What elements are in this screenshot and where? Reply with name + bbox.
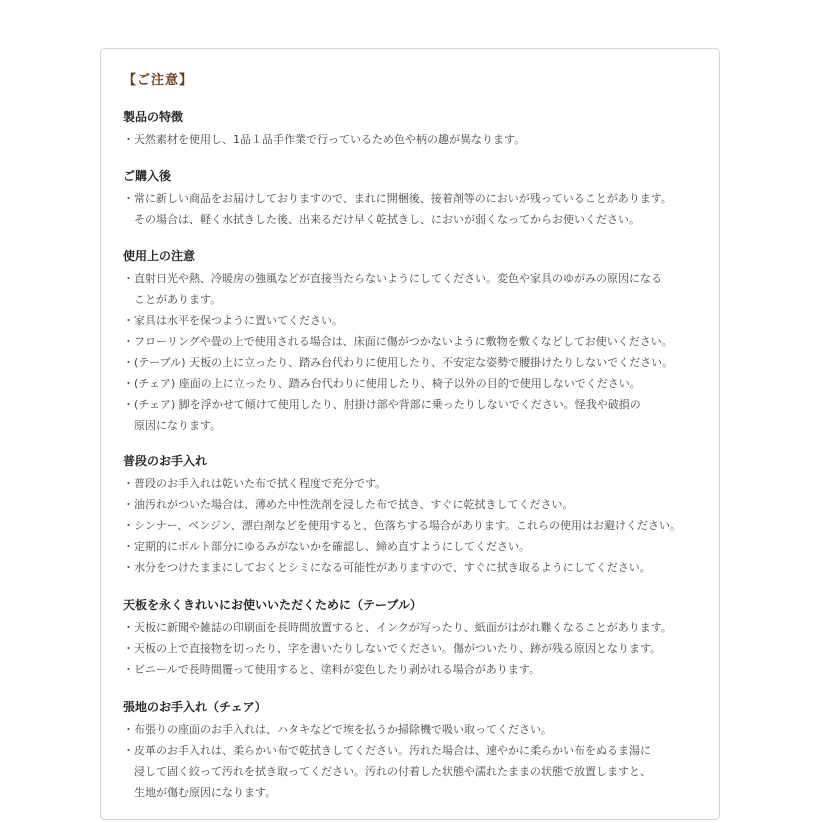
list-item bbox=[123, 129, 713, 150]
item-text: (チェア) 座面の上に立ったり、踏み台代わりに使用したり、椅子以外の目的で使用しないでください。 bbox=[134, 377, 641, 390]
section-heading: 製品の特徴 bbox=[123, 110, 184, 124]
section-daily-care bbox=[123, 453, 713, 578]
section-heading: 天板を永くきれいにお使いいただくために（テーブル） bbox=[123, 598, 422, 612]
item-text: 普段のお手入れは乾いた布で拭く程度で充分です。 bbox=[134, 477, 387, 490]
bullet: ・ bbox=[123, 723, 134, 736]
list-item bbox=[123, 740, 713, 761]
section-after-purchase bbox=[123, 168, 713, 230]
list-item bbox=[123, 617, 713, 638]
item-text: 常に新しい商品をお届けしておりますので、まれに開梱後、接着剤等のにおいが残っていることがあります。 bbox=[134, 192, 672, 205]
item-text: 皮革のお手入れは、柔らかい布で乾拭きしてください。汚れた場合は、速やかに柔らかい布をぬるま湯に bbox=[134, 744, 651, 757]
bullet: ・ bbox=[123, 398, 134, 411]
bullet: ・ bbox=[123, 335, 134, 348]
item-text: 直射日光や熱、冷暖房の強風などが直接当たらないようにしてください。変色や家具のゆがみの原因になる bbox=[134, 272, 662, 285]
list-item bbox=[123, 310, 713, 331]
item-list bbox=[123, 129, 713, 150]
bullet: ・ bbox=[123, 621, 134, 634]
item-text: 天板に新聞や雑誌の印刷面を長時間放置すると、インクが写ったり、紙面がはがれ難くなることがあります。 bbox=[134, 621, 672, 634]
list-item bbox=[123, 473, 713, 494]
bullet: ・ bbox=[123, 663, 134, 676]
bullet: ・ bbox=[123, 477, 134, 490]
item-text: 家具は水平を保つように置いてください。 bbox=[134, 314, 343, 327]
item-text: (チェア) 脚を浮かせて傾けて使用したり、肘掛け部や背部に乗ったりしないでください。怪我や破損の bbox=[134, 398, 641, 411]
bullet: ・ bbox=[123, 192, 134, 205]
list-item bbox=[123, 515, 713, 536]
list-item bbox=[123, 557, 713, 578]
item-list bbox=[123, 617, 713, 680]
list-item bbox=[123, 719, 713, 740]
item-text: シンナー、ベンジン、漂白剤などを使用すると、色落ちする場合があります。これらの使用はお避けください。 bbox=[134, 519, 681, 532]
bullet: ・ bbox=[123, 272, 134, 285]
section-tabletop-care bbox=[123, 597, 713, 680]
list-item bbox=[123, 268, 713, 289]
item-list bbox=[123, 473, 713, 578]
section-upholstery-care bbox=[123, 699, 713, 803]
list-item bbox=[123, 188, 713, 209]
item-text: 布張りの座面のお手入れは、ハタキなどで埃を払うか掃除機で吸い取ってください。 bbox=[134, 723, 552, 736]
item-text: フローリングや畳の上で使用される場合は、床面に傷がつかないように敷物を敷くなどしてお使いください。 bbox=[134, 335, 673, 348]
item-text: 定期的にボルト部分にゆるみがないかを確認し、締め直すようにしてください。 bbox=[134, 540, 530, 553]
list-item bbox=[123, 373, 713, 394]
list-item bbox=[123, 352, 713, 373]
bullet: ・ bbox=[123, 642, 134, 655]
item-list bbox=[123, 188, 713, 230]
item-text: ビニールで長時間覆って使用すると、塗料が変色したり剥がれる場合があります。 bbox=[134, 663, 540, 676]
bullet: ・ bbox=[123, 498, 134, 511]
item-text: 浸して固く絞って汚れを拭き取ってください。汚れの付着した状態や濡れたままの状態で放置しますと、 bbox=[134, 765, 651, 778]
item-text: 水分をつけたままにしておくとシミになる可能性がありますので、すぐに拭き取るようにしてください。 bbox=[134, 561, 651, 574]
section-product-features bbox=[123, 109, 713, 150]
section-heading: 張地のお手入れ（チェア） bbox=[123, 700, 267, 714]
bullet: ・ bbox=[123, 561, 134, 574]
bullet: ・ bbox=[123, 314, 134, 327]
item-text: 原因になります。 bbox=[134, 419, 222, 432]
bullet: ・ bbox=[123, 744, 134, 757]
list-item bbox=[123, 394, 713, 415]
section-heading: ご購入後 bbox=[123, 169, 172, 183]
bullet: ・ bbox=[123, 133, 134, 146]
item-text: 天板の上で直接物を切ったり、字を書いたりしないでください。傷がついたり、跡が残る原因となります。 bbox=[134, 642, 662, 655]
item-text: 天然素材を使用し、1品１品手作業で行っているため色や柄の趣が異なります。 bbox=[134, 133, 526, 146]
section-heading: 普段のお手入れ bbox=[123, 454, 208, 468]
item-text: 生地が傷む原因になります。 bbox=[134, 786, 277, 799]
item-text: 油汚れがついた場合は、薄めた中性洗剤を浸した布で拭き、すぐに乾拭きしてください。 bbox=[134, 498, 574, 511]
item-list bbox=[123, 268, 713, 436]
list-item-continuation bbox=[123, 782, 713, 803]
bullet: ・ bbox=[123, 377, 134, 390]
list-item bbox=[123, 536, 713, 557]
list-item bbox=[123, 331, 713, 352]
list-item bbox=[123, 494, 713, 515]
item-list bbox=[123, 719, 713, 803]
bullet: ・ bbox=[123, 519, 134, 532]
list-item-continuation bbox=[123, 761, 713, 782]
list-item-continuation bbox=[123, 209, 713, 230]
list-item-continuation bbox=[123, 289, 713, 310]
item-text: (テーブル) 天板の上に立ったり、踏み台代わりに使用したり、不安定な姿勢で腰掛けたりしないでください。 bbox=[134, 356, 674, 369]
notice-box bbox=[100, 48, 720, 820]
list-item-continuation bbox=[123, 415, 713, 436]
list-item bbox=[123, 638, 713, 659]
list-item bbox=[123, 659, 713, 680]
notice-title: 【ご注意】 bbox=[123, 73, 194, 88]
bullet: ・ bbox=[123, 356, 134, 369]
item-text: その場合は、軽く水拭きした後、出来るだけ早く乾拭きし、においが弱くなってからお使いください。 bbox=[134, 213, 640, 226]
section-heading: 使用上の注意 bbox=[123, 249, 196, 263]
bullet: ・ bbox=[123, 540, 134, 553]
section-usage-notes bbox=[123, 248, 713, 436]
item-text: ことがあります。 bbox=[134, 293, 222, 306]
